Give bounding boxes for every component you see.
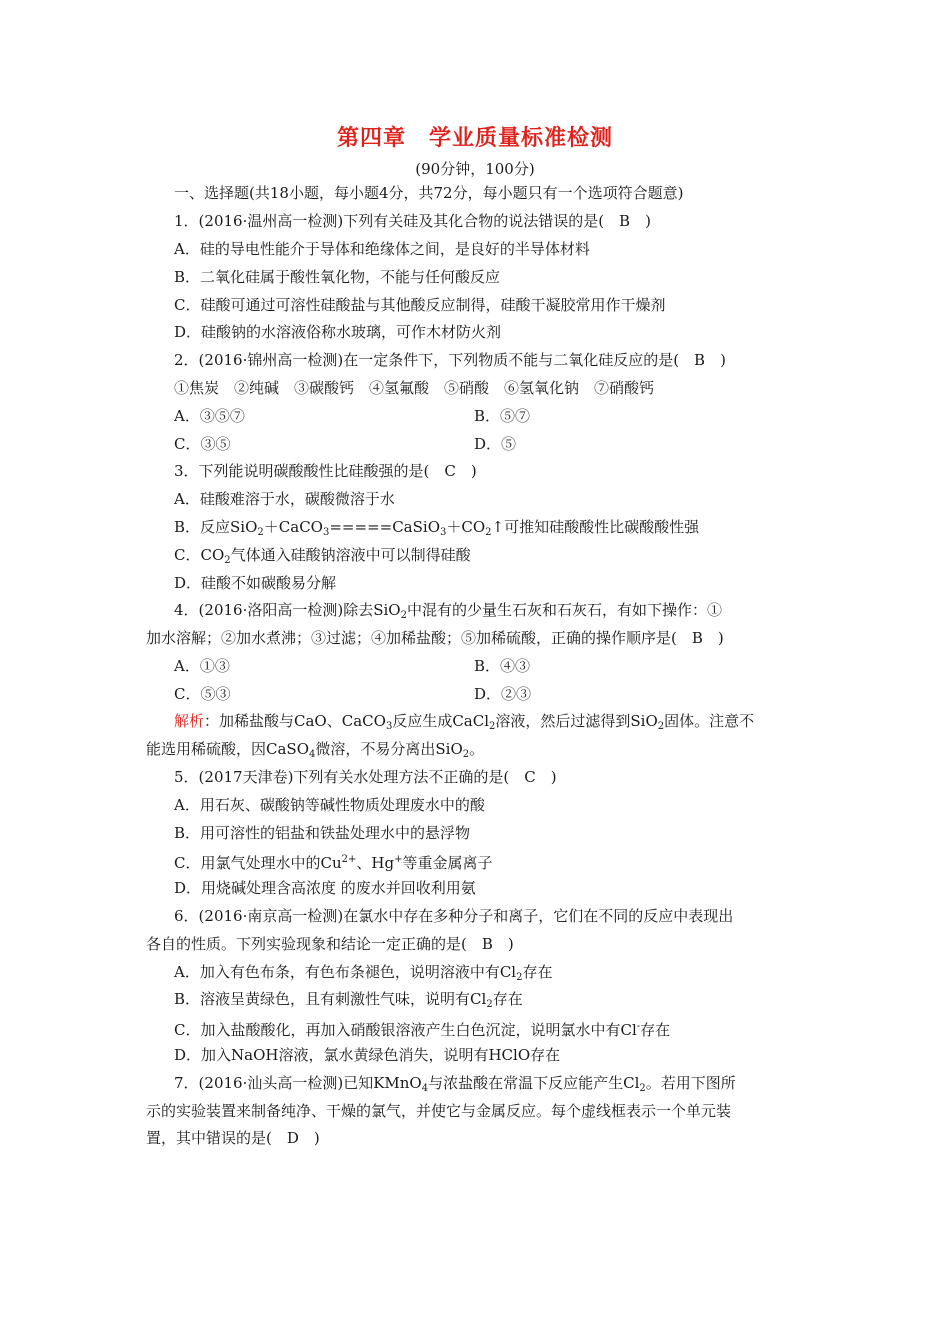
- question-7-stem-line-2: 示的实验装置来制备纯净、干燥的氯气，并使它与金属反应。每个虚线框表示一个单元装: [146, 1102, 732, 1120]
- question-5-option-b: B．用可溶性的铝盐和铁盐处理水中的悬浮物: [174, 824, 471, 842]
- question-2-items: ①焦炭 ②纯碱 ③碳酸钙 ④氢氟酸 ⑤硝酸 ⑥氢氧化钠 ⑦硝酸钙: [174, 379, 655, 397]
- question-1-option-d: D．硅酸钠的水溶液俗称水玻璃，可作木材防火剂: [174, 323, 502, 341]
- question-3-option-c: C．$CO_2$气体通入硅酸钠溶液中可以制得硅酸: [174, 546, 471, 566]
- question-1-stem: 1．(2016·温州高一检测)下列有关硅及其化合物的说法错误的是( B ): [174, 212, 651, 230]
- question-3-stem: 3．下列能说明碳酸酸性比硅酸强的是( C ): [174, 462, 477, 480]
- question-6-option-a: A．加入有色布条，有色布条褪色，说明溶液中有$Cl_2$存在: [174, 963, 553, 983]
- question-2-stem: 2．(2016·锦州高一检测)在一定条件下，下列物质不能与二氧化硅反应的是( B ): [174, 351, 726, 369]
- page-title: 第四章 学业质量标准检测: [336, 126, 613, 151]
- question-1-option-a: A．硅的导电性能介于导体和绝缘体之间，是良好的半导体材料: [174, 240, 590, 258]
- question-2-option-a: A．③⑤⑦: [174, 407, 245, 425]
- question-4-explanation-line-1: 解析：加稀盐酸与CaO、CaCO$_3$反应生成CaCl$_2$溶液，然后过滤得到SiO$_2$固体。注意不: [174, 712, 755, 732]
- question-5-option-d: D．用烧碱处理含高浓度 的废水并回收利用氨: [174, 879, 476, 897]
- question-4-option-a: A．①③: [174, 657, 230, 675]
- question-6-stem-line-1: 6．(2016·南京高一检测)在氯水中存在多种分子和离子，它们在不同的反应中表现出: [174, 907, 734, 925]
- question-5-stem: 5．(2017天津卷)下列有关水处理方法不正确的是( C ): [174, 768, 557, 786]
- question-1-option-b: B．二氧化硅属于酸性氧化物，不能与任何酸反应: [174, 268, 501, 286]
- question-7-stem-line-3: 置，其中错误的是( D ): [146, 1129, 320, 1147]
- question-2-option-c: C．③⑤: [174, 435, 231, 453]
- section-heading: 一、选择题(共18小题，每小题4分，共72分，每小题只有一个选项符合题意): [174, 184, 684, 202]
- question-4-option-c: C．⑤③: [174, 685, 231, 703]
- question-4-stem-line-1: 4．(2016·洛阳高一检测)除去SiO$_2$中混有的少量生石灰和石灰石，有如下操作：①: [174, 601, 722, 621]
- question-6-option-b: B．溶液呈黄绿色，且有刺激性气味，说明有$Cl_2$存在: [174, 990, 523, 1010]
- question-2-option-b: B．⑤⑦: [474, 407, 531, 425]
- question-2-option-d: D．⑤: [474, 435, 517, 453]
- question-3-option-d: D．硅酸不如碳酸易分解: [174, 574, 337, 592]
- question-3-option-b: B．反应$SiO_2+CaCO_3=====CaSiO_3+CO_2↑$可推知硅酸酸性比碳酸酸性强: [174, 518, 700, 538]
- question-5-option-a: A．用石灰、碳酸钠等碱性物质处理废水中的酸: [174, 796, 485, 814]
- explanation-label: 解析: [174, 712, 205, 730]
- page-subtitle: (90分钟，100分): [415, 160, 535, 178]
- question-6-stem-line-2: 各自的性质。下列实验现象和结论一定正确的是( B ): [146, 935, 514, 953]
- question-5-option-c: C．用氯气处理水中的$Cu^{2+}$、Hg+等重金属离子: [174, 854, 493, 872]
- question-4-option-b: B．④③: [474, 657, 531, 675]
- question-3-option-a: A．硅酸难溶于水，碳酸微溶于水: [174, 490, 395, 508]
- question-6-option-c: C．加入盐酸酸化，再加入硝酸银溶液产生白色沉淀，说明氯水中有Cl-存在: [174, 1021, 671, 1039]
- question-4-explanation-line-2: 能选用稀硫酸，因CaSO$_4$微溶，不易分离出SiO$_2$。: [146, 740, 485, 760]
- question-4-stem-line-2: 加水溶解；②加水煮沸；③过滤；④加稀盐酸；⑤加稀硫酸，正确的操作顺序是( B ): [146, 629, 724, 647]
- question-4-option-d: D．②③: [474, 685, 532, 703]
- question-7-stem-line-1: 7．(2016·汕头高一检测)已知KMnO$_4$与浓盐酸在常温下反应能产生$Cl_2$。若用下图所: [174, 1074, 736, 1094]
- question-1-option-c: C．硅酸可通过可溶性硅酸盐与其他酸反应制得，硅酸干凝胶常用作干燥剂: [174, 296, 666, 314]
- question-6-option-d: D．加入NaOH溶液，氯水黄绿色消失，说明有HClO存在: [174, 1046, 561, 1064]
